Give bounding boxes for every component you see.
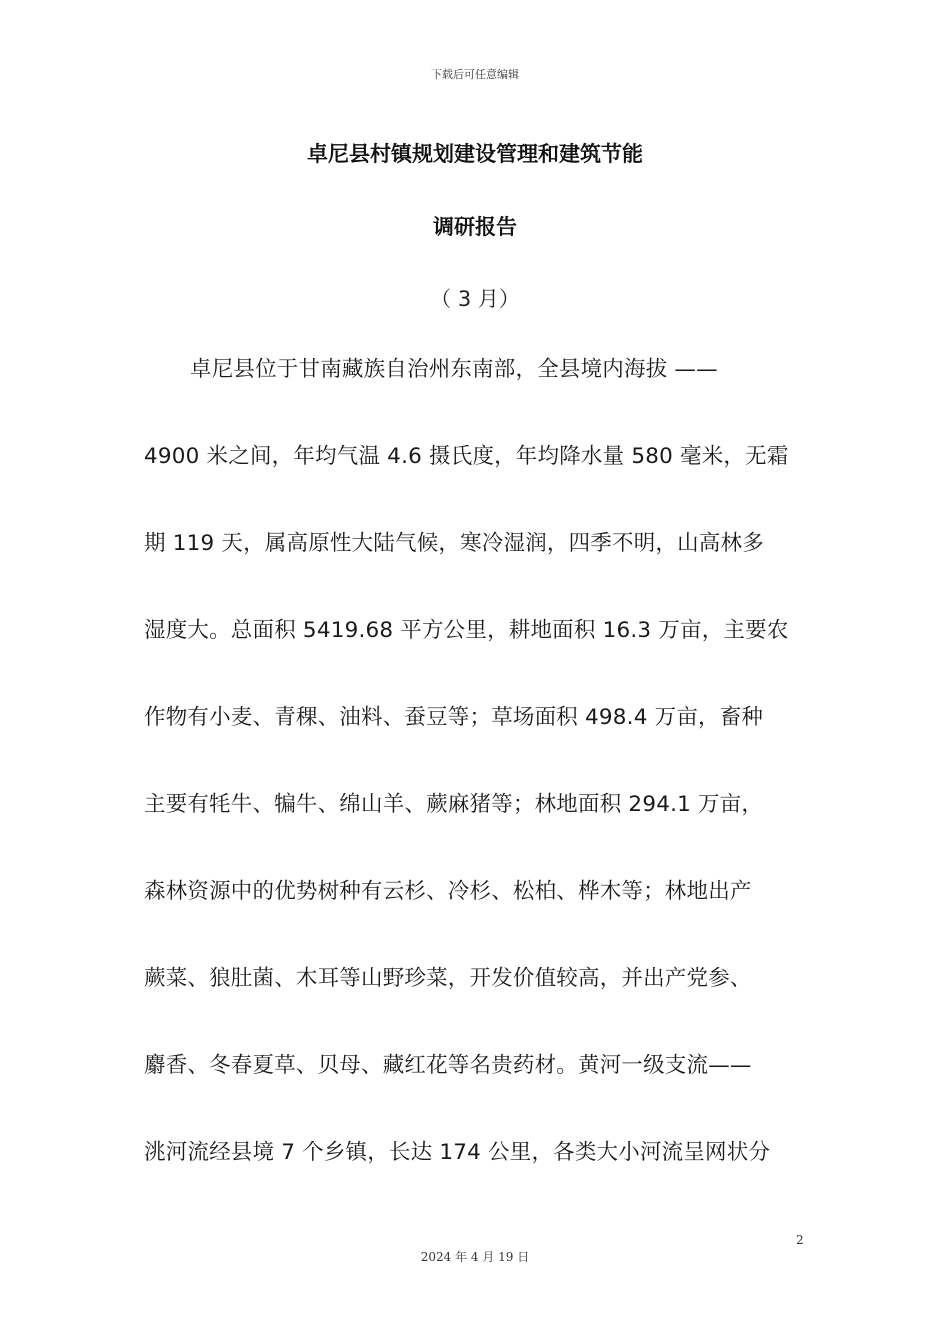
body-line: 4900 米之间，年均气温 4.6 摄氏度，年均降水量 580 毫米，无霜 [144, 444, 789, 469]
body-line: 洮河流经县境 7 个乡镇，长达 174 公里，各类大小河流呈网状分 [144, 1140, 771, 1165]
body-line: 森林资源中的优势树种有云杉、冷杉、松柏、桦木等；林地出产 [144, 879, 752, 904]
body-line: 主要有牦牛、犏牛、绵山羊、蕨麻猪等；林地面积 294.1 万亩， [144, 792, 764, 817]
header-note: 下载后可任意编辑 [431, 68, 519, 81]
body-line: 蕨菜、狼肚菌、木耳等山野珍菜，开发价值较高，并出产党参、 [144, 966, 752, 991]
document-title-line-1: 卓尼县村镇规划建设管理和建筑节能 [307, 142, 643, 166]
body-line: 麝香、冬春夏草、贝母、藏红花等名贵药材。黄河一级支流—— [144, 1053, 752, 1078]
body-line: 卓尼县位于甘南藏族自治州东南部，全县境内海拔 —— [190, 357, 718, 382]
body-paragraph [144, 352, 810, 1222]
document-subtitle: （ 3 月） [430, 287, 520, 311]
body-line: 湿度大。总面积 5419.68 平方公里，耕地面积 16.3 万亩，主要农 [144, 618, 789, 643]
page-number: 2 [796, 1233, 804, 1247]
document-title-line-2: 调研报告 [433, 215, 517, 239]
footer-date: 2024 年 4 月 19 日 [420, 1250, 530, 1264]
body-line: 期 119 天，属高原性大陆气候，寒冷湿润，四季不明，山高林多 [144, 531, 764, 556]
body-line: 作物有小麦、青稞、油料、蚕豆等；草场面积 498.4 万亩，畜种 [144, 705, 764, 730]
